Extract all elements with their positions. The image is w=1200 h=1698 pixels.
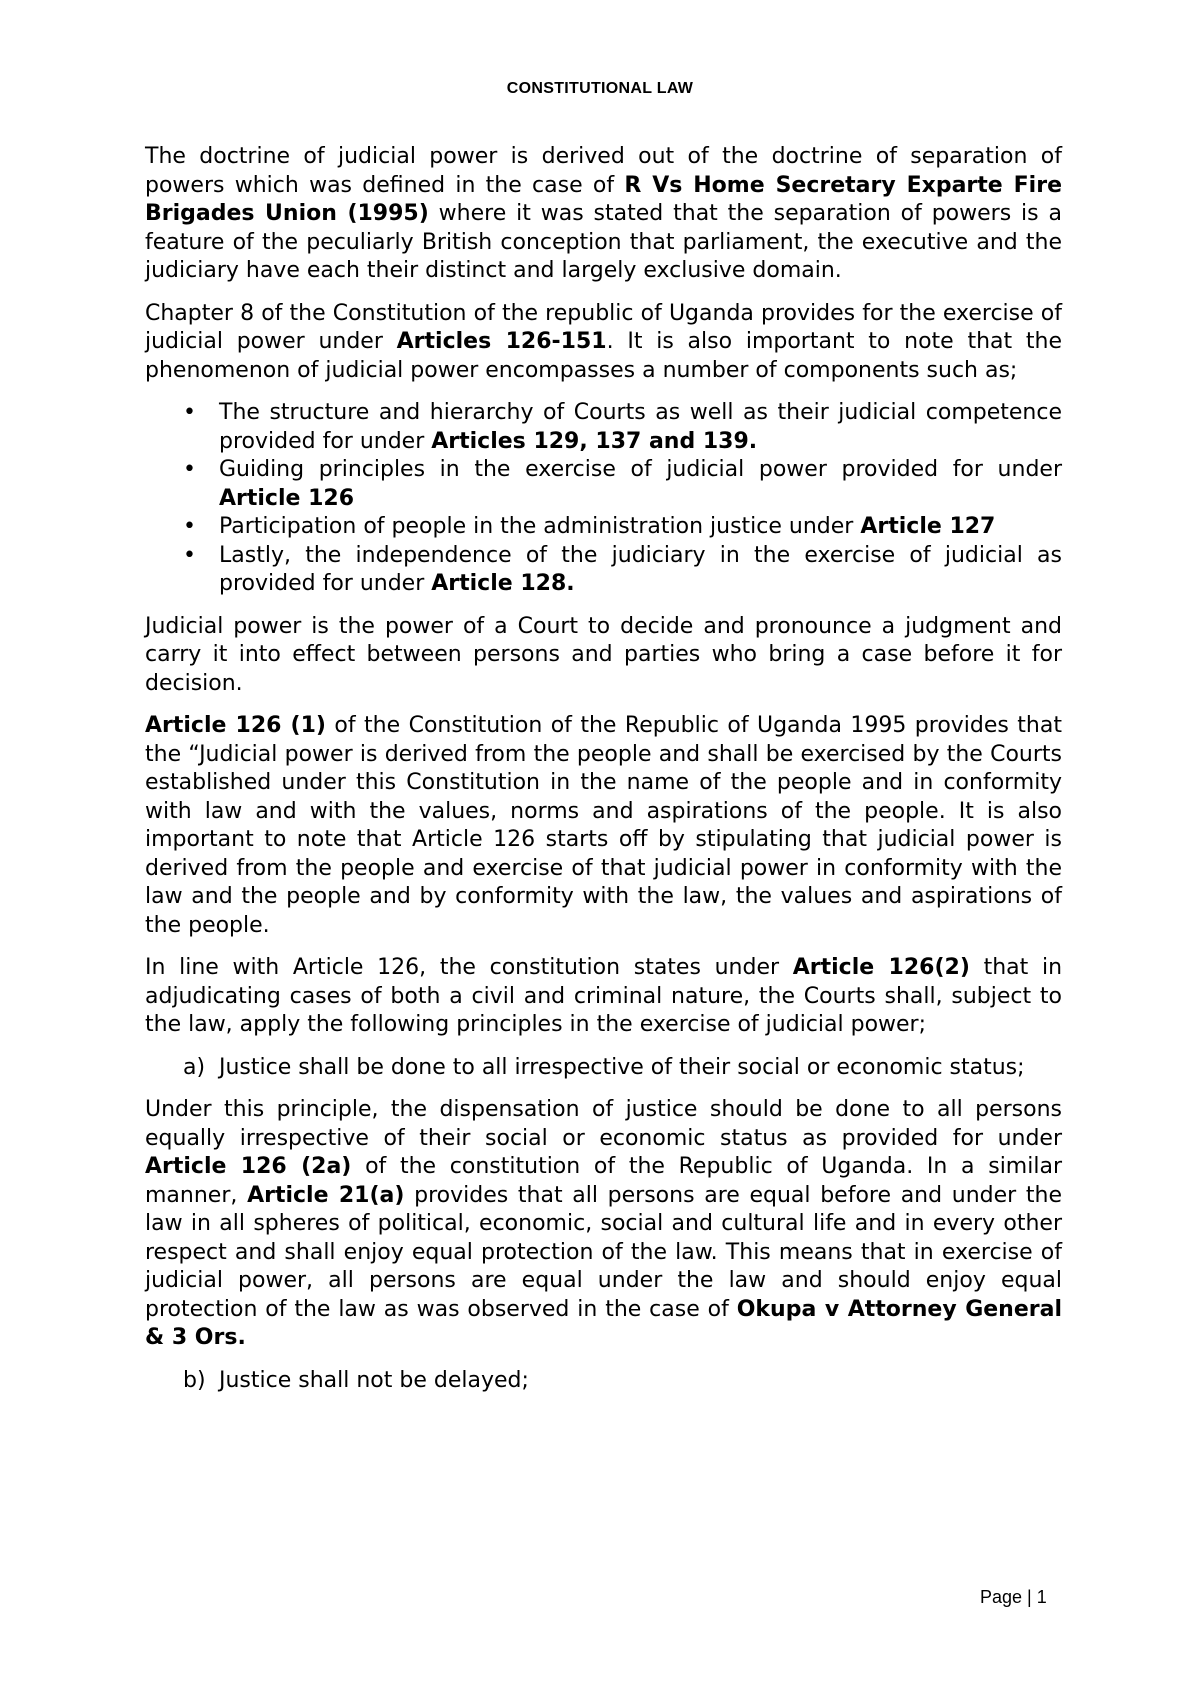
text-run: provides that all persons are equal before and under the law in all spheres of political, economic, social and cultural life and in every other respect and shall enjoy equal protection of the law. This means that in exercise of judicial power, all persons are equal under the law and should enjoy equal protection of the law as was observed in the case of [145, 1182, 1062, 1322]
text-run: Chapter 8 of the Constitution of the republic of Uganda provides for the exercise of judicial power under [145, 300, 1062, 354]
case-citation: Okupa v Attorney General & 3 Ors. [145, 1296, 1062, 1350]
text-run: where it was stated that the separation of powers is a feature of the peculiarly British conception that parliament, the executive and the judiciary have each their distinct and largely exclusive domain. [145, 201, 1062, 283]
case-citation: R Vs Home Secretary Exparte Fire Brigades Union (1995) [145, 172, 1062, 226]
page-number: Page | 1 [980, 1587, 1047, 1607]
components-bullet-list [145, 399, 1062, 599]
article-reference: Article 128. [431, 571, 575, 596]
bullet-item [145, 513, 1062, 542]
article-reference: Article 21(a) [247, 1182, 405, 1208]
paragraph-judicial-power-definition [145, 613, 1062, 699]
article-reference: Articles 126-151 [396, 329, 607, 354]
paragraph-chapter-8 [145, 300, 1062, 386]
article-reference: Article 126 [219, 485, 355, 511]
principle-item-a [145, 1054, 1062, 1083]
paragraph-doctrine-of-judicial-power [145, 143, 1062, 286]
paragraph-equal-justice [145, 1096, 1062, 1353]
bullet-item [145, 399, 1062, 456]
principle-text: Justice shall be done to all irrespective of their social or economic status; [219, 1054, 1025, 1080]
principle-text: Justice shall not be delayed; [219, 1367, 529, 1393]
text-run: The doctrine of judicial power is derived out of the doctrine of separation of powers which was defined in the case of [145, 144, 1062, 198]
text-run: Guiding principles in the exercise of judicial power provided for under [219, 457, 1062, 482]
page-header: CONSTITUTIONAL LAW [506, 80, 694, 97]
article-reference: Article 126 (1) [145, 713, 326, 738]
article-reference: Articles 129, 137 and 139. [431, 428, 758, 454]
text-run: that in adjudicating cases of both a civil and criminal nature, the Courts shall, subject to the law, apply the following principles in the exercise of judicial power; [145, 955, 1063, 1037]
list-marker: b) [183, 1367, 206, 1393]
text-run: of the constitution of the Republic of Uganda. In a similar manner, [145, 1154, 1062, 1208]
bullet-item [145, 456, 1062, 513]
list-marker: a) [183, 1054, 206, 1080]
bullet-item [145, 542, 1062, 599]
text-run: The structure and hierarchy of Courts as well as their judicial competence provided for under [219, 400, 1062, 454]
article-reference: Article 126 (2a) [145, 1154, 352, 1179]
document-body [145, 143, 1062, 1409]
paragraph-article-126-2 [145, 954, 1062, 1040]
text-run: Judicial power is the power of a Court to decide and pronounce a judgment and carry it into effect between persons and parties who bring a case before it for decision. [145, 613, 1062, 696]
principle-item-b [145, 1367, 1062, 1396]
text-run: Under this principle, the dispensation of justice should be done to all persons equally irrespective of their social or economic status as provided for under [145, 1097, 1062, 1151]
text-run: of the Constitution of the Republic of Uganda 1995 provides that the “Judicial power is derived from the people and shall be exercised by the Courts established under this Constitution in the name of the people and in conformity with law and with the values, norms and aspirations of the people. It is also important to note that Article 126 starts off by stipulating that judicial power is derived from the people and exercise of that judicial power in conformity with the law and the people and by conformity with the law, the values and aspirations of the people. [145, 713, 1062, 938]
text-run: In line with Article 126, the constitution states under [145, 955, 793, 980]
text-run: Lastly, the independence of the judiciary in the exercise of judicial as provided for under [219, 542, 1062, 596]
paragraph-article-126-1 [145, 712, 1062, 940]
article-reference: Article 126(2) [792, 955, 970, 980]
article-reference: Article 127 [860, 514, 996, 539]
text-run: . It is also important to note that the phenomenon of judicial power encompasses a number of components such as; [145, 329, 1063, 383]
text-run: Participation of people in the administration justice under [219, 514, 861, 539]
